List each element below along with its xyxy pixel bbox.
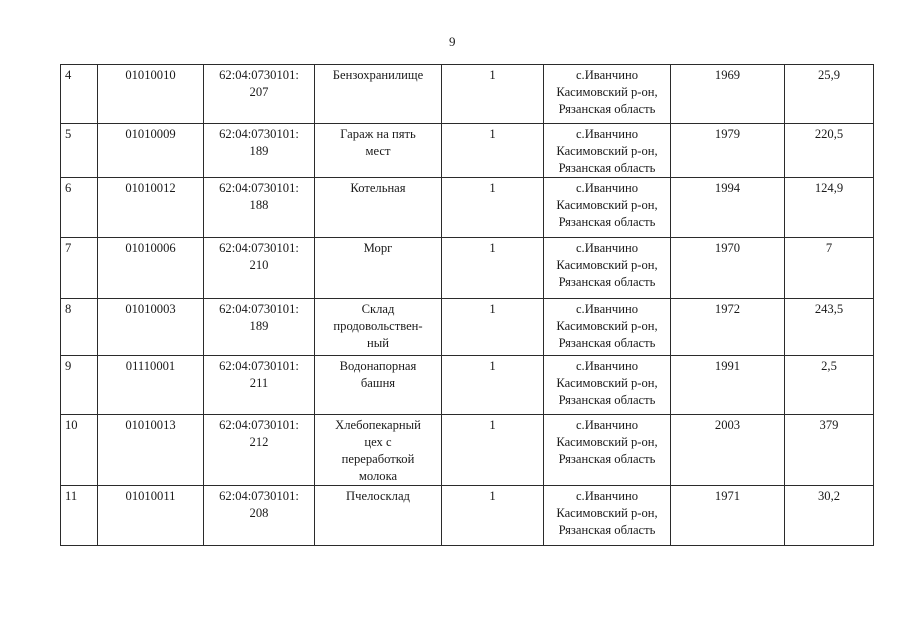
- object-name-line: Бензохранилище: [332, 68, 424, 82]
- quantity-cell: [442, 124, 544, 178]
- object-name-line: Водонапорная: [339, 359, 417, 373]
- cadastral-number-line: 208: [249, 506, 269, 520]
- address-cell: [544, 124, 671, 178]
- object-name-line: Морг: [363, 241, 393, 255]
- cadastral-number-line: 62:04:0730101:: [219, 359, 299, 373]
- quantity-cell: [442, 238, 544, 299]
- object-name-cell: [315, 238, 442, 299]
- cadastral-number-line: 62:04:0730101:: [219, 302, 299, 316]
- row-number-cell: [61, 238, 98, 299]
- object-name-cell: [315, 124, 442, 178]
- row-number-cell: [61, 124, 98, 178]
- inventory-number-text: 01010012: [125, 181, 176, 195]
- table-row: [61, 65, 874, 124]
- cadastral-number-cell: [204, 356, 315, 415]
- page-number: 9: [449, 34, 456, 49]
- cadastral-number-cell: [204, 178, 315, 238]
- object-name-cell: [315, 486, 442, 546]
- area-text: 7: [825, 241, 833, 255]
- cadastral-number-line: 62:04:0730101:: [219, 68, 299, 82]
- address-line: с.Иванчино: [575, 241, 639, 255]
- row-number-cell: [61, 65, 98, 124]
- address-line: с.Иванчино: [575, 68, 639, 82]
- quantity-text: 1: [489, 127, 496, 141]
- area-text: 2,5: [821, 359, 837, 373]
- cadastral-number-line: 207: [249, 85, 269, 99]
- address-line: Касимовский р-он,: [556, 435, 658, 449]
- address-cell: [544, 299, 671, 356]
- quantity-cell: [442, 415, 544, 486]
- address-line: с.Иванчино: [575, 359, 639, 373]
- cadastral-number-cell: [204, 124, 315, 178]
- cadastral-number-line: 211: [249, 376, 269, 390]
- address-cell: [544, 415, 671, 486]
- table-row: [61, 238, 874, 299]
- area-cell: [785, 486, 874, 546]
- address-line: Касимовский р-он,: [556, 258, 658, 272]
- quantity-cell: [442, 299, 544, 356]
- cadastral-number-line: 189: [249, 319, 269, 333]
- quantity-text: 1: [489, 68, 496, 82]
- address-line: Рязанская область: [558, 215, 656, 229]
- year-cell: [671, 486, 785, 546]
- row-number-cell: [61, 486, 98, 546]
- object-name-line: Пчелосклад: [346, 489, 410, 503]
- area-cell: [785, 65, 874, 124]
- address-line: Рязанская область: [558, 102, 656, 116]
- address-cell: [544, 178, 671, 238]
- address-cell: [544, 65, 671, 124]
- quantity-text: 1: [489, 302, 496, 316]
- object-name-line: ный: [367, 336, 389, 350]
- inventory-number-text: 01010013: [125, 418, 176, 432]
- year-cell: [671, 65, 785, 124]
- cadastral-number-cell: [204, 415, 315, 486]
- area-cell: [785, 356, 874, 415]
- row-number-text: 8: [65, 302, 72, 316]
- area-cell: [785, 124, 874, 178]
- quantity-text: 1: [489, 241, 496, 255]
- row-number-text: 11: [65, 489, 78, 503]
- object-name-cell: [315, 356, 442, 415]
- address-line: с.Иванчино: [575, 181, 639, 195]
- year-cell: [671, 178, 785, 238]
- cadastral-number-line: 62:04:0730101:: [219, 241, 299, 255]
- object-name-line: Котельная: [350, 181, 406, 195]
- quantity-text: 1: [489, 181, 496, 195]
- year-text: 1970: [714, 241, 741, 255]
- inventory-number-text: 01010006: [125, 241, 176, 255]
- year-text: 1979: [714, 127, 741, 141]
- address-line: Рязанская область: [558, 275, 656, 289]
- address-line: Рязанская область: [558, 452, 656, 466]
- row-number-text: 9: [65, 359, 72, 373]
- inventory-number-cell: [98, 356, 204, 415]
- cadastral-number-line: 188: [249, 198, 269, 212]
- inventory-number-text: 01010009: [125, 127, 176, 141]
- area-cell: [785, 299, 874, 356]
- row-number-text: 10: [65, 418, 78, 432]
- row-number-text: 5: [65, 127, 72, 141]
- inventory-number-text: 01010011: [125, 489, 176, 503]
- address-line: Касимовский р-он,: [556, 144, 658, 158]
- object-name-line: молока: [358, 469, 398, 483]
- cadastral-number-line: 189: [249, 144, 269, 158]
- area-text: 243,5: [814, 302, 844, 316]
- year-text: 1972: [714, 302, 741, 316]
- year-cell: [671, 356, 785, 415]
- inventory-number-cell: [98, 415, 204, 486]
- table-row: [61, 356, 874, 415]
- quantity-text: 1: [489, 359, 496, 373]
- address-line: Рязанская область: [558, 161, 656, 175]
- area-text: 379: [819, 418, 839, 432]
- inventory-number-cell: [98, 124, 204, 178]
- property-registry-table: [60, 64, 874, 546]
- inventory-number-text: 01010003: [125, 302, 176, 316]
- area-text: 25,9: [817, 68, 841, 82]
- table-row: [61, 124, 874, 178]
- cadastral-number-cell: [204, 299, 315, 356]
- year-text: 1994: [714, 181, 741, 195]
- object-name-line: мест: [365, 144, 391, 158]
- year-cell: [671, 415, 785, 486]
- inventory-number-cell: [98, 299, 204, 356]
- table-row: [61, 415, 874, 486]
- cadastral-number-line: 62:04:0730101:: [219, 489, 299, 503]
- registry-body: [61, 65, 874, 546]
- row-number-cell: [61, 356, 98, 415]
- row-number-text: 7: [65, 241, 72, 255]
- object-name-line: переработкой: [341, 452, 415, 466]
- address-cell: [544, 356, 671, 415]
- table-row: [61, 178, 874, 238]
- object-name-cell: [315, 65, 442, 124]
- quantity-cell: [442, 65, 544, 124]
- object-name-line: цех с: [364, 435, 392, 449]
- quantity-text: 1: [489, 418, 496, 432]
- inventory-number-cell: [98, 238, 204, 299]
- object-name-line: Хлебопекарный: [335, 418, 421, 432]
- row-number-text: 6: [65, 181, 72, 195]
- cadastral-number-line: 212: [249, 435, 269, 449]
- address-cell: [544, 238, 671, 299]
- year-cell: [671, 299, 785, 356]
- address-line: Рязанская область: [558, 393, 656, 407]
- address-line: с.Иванчино: [575, 489, 639, 503]
- object-name-line: башня: [360, 376, 396, 390]
- year-cell: [671, 238, 785, 299]
- inventory-number-cell: [98, 486, 204, 546]
- cadastral-number-line: 62:04:0730101:: [219, 418, 299, 432]
- area-cell: [785, 178, 874, 238]
- year-text: 1969: [714, 68, 741, 82]
- quantity-cell: [442, 486, 544, 546]
- quantity-cell: [442, 178, 544, 238]
- year-text: 1991: [714, 359, 741, 373]
- inventory-number-text: 01110001: [125, 359, 176, 373]
- table-row: [61, 299, 874, 356]
- area-text: 124,9: [814, 181, 844, 195]
- address-line: с.Иванчино: [575, 127, 639, 141]
- quantity-cell: [442, 356, 544, 415]
- table-row: [61, 486, 874, 546]
- inventory-number-text: 01010010: [125, 68, 176, 82]
- address-cell: [544, 486, 671, 546]
- cadastral-number-line: 210: [249, 258, 269, 272]
- object-name-line: Гараж на пять: [340, 127, 416, 141]
- cadastral-number-cell: [204, 65, 315, 124]
- year-text: 1971: [714, 489, 741, 503]
- row-number-cell: [61, 415, 98, 486]
- address-line: с.Иванчино: [575, 302, 639, 316]
- area-cell: [785, 238, 874, 299]
- object-name-cell: [315, 299, 442, 356]
- inventory-number-cell: [98, 65, 204, 124]
- cadastral-number-line: 62:04:0730101:: [219, 127, 299, 141]
- cadastral-number-line: 62:04:0730101:: [219, 181, 299, 195]
- address-line: Касимовский р-он,: [556, 319, 658, 333]
- address-line: Касимовский р-он,: [556, 376, 658, 390]
- object-name-line: продовольствен-: [333, 319, 423, 333]
- quantity-text: 1: [489, 489, 496, 503]
- area-cell: [785, 415, 874, 486]
- row-number-cell: [61, 299, 98, 356]
- address-line: Касимовский р-он,: [556, 198, 658, 212]
- row-number-text: 4: [65, 68, 72, 82]
- address-line: Рязанская область: [558, 523, 656, 537]
- cadastral-number-cell: [204, 238, 315, 299]
- year-cell: [671, 124, 785, 178]
- object-name-line: Склад: [361, 302, 395, 316]
- address-line: Касимовский р-он,: [556, 85, 658, 99]
- area-text: 30,2: [817, 489, 841, 503]
- object-name-cell: [315, 178, 442, 238]
- row-number-cell: [61, 178, 98, 238]
- year-text: 2003: [714, 418, 741, 432]
- area-text: 220,5: [814, 127, 844, 141]
- address-line: Касимовский р-он,: [556, 506, 658, 520]
- cadastral-number-cell: [204, 486, 315, 546]
- address-line: с.Иванчино: [575, 418, 639, 432]
- address-line: Рязанская область: [558, 336, 656, 350]
- object-name-cell: [315, 415, 442, 486]
- inventory-number-cell: [98, 178, 204, 238]
